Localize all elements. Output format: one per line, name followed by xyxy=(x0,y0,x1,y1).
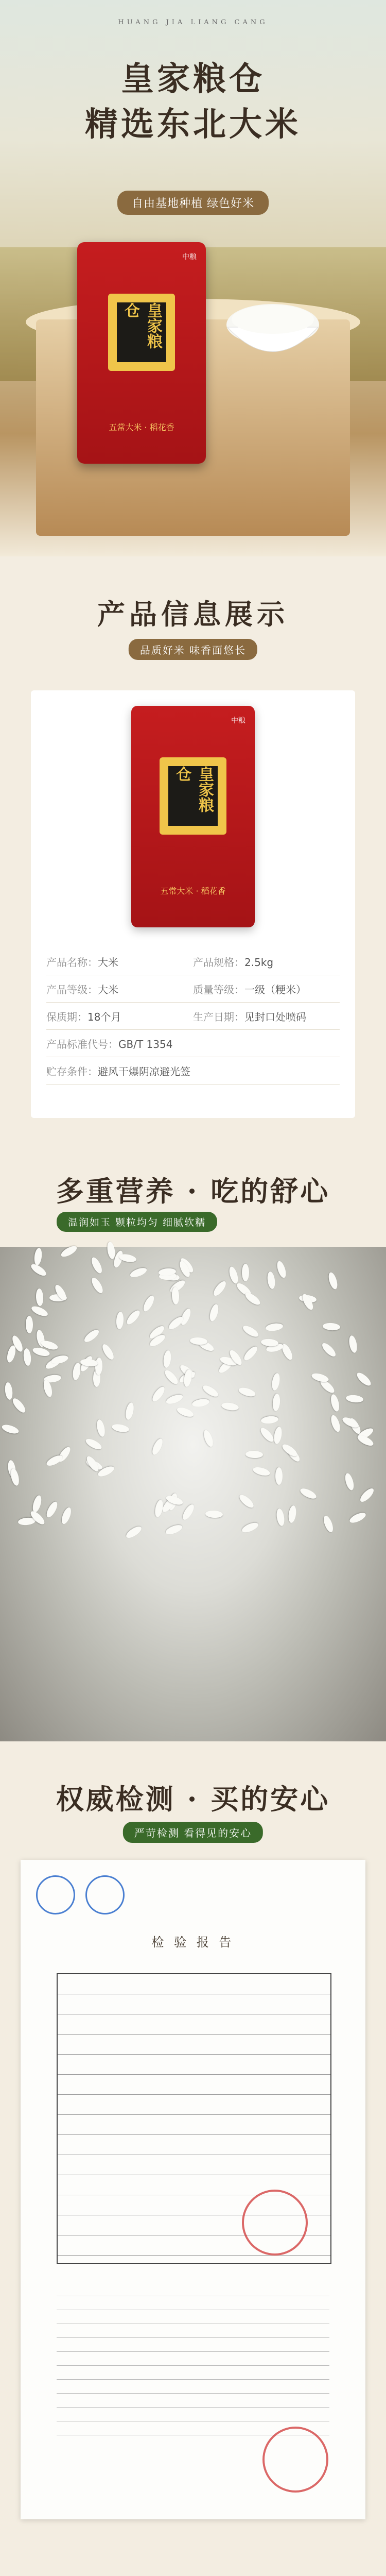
table-row xyxy=(46,975,340,1003)
rice-grain xyxy=(50,1354,69,1365)
bag-badge-text: 皇家粮仓 xyxy=(167,765,219,827)
cma-logo-icon xyxy=(36,1875,75,1914)
section-subtitle-band: 品质好米 味香面悠长 xyxy=(129,639,257,660)
rice-grain xyxy=(100,1343,116,1361)
rice-grain xyxy=(30,1304,49,1318)
rice-grain xyxy=(125,1524,143,1540)
cnas-logo-icon xyxy=(85,1875,125,1914)
rice-grain xyxy=(72,1362,82,1381)
rice-bowl-icon xyxy=(221,289,324,366)
rice-grain xyxy=(25,1316,33,1333)
spec-key: 贮存条件： xyxy=(46,1065,98,1078)
rice-grain xyxy=(11,1396,28,1414)
spec-value: 一级（粳米） xyxy=(244,983,306,996)
spec-value: 避风干爆阴凉避光签 xyxy=(98,1065,190,1078)
rice-grain xyxy=(142,1294,156,1313)
stamp-icon xyxy=(262,2427,328,2493)
report-notes xyxy=(57,2282,329,2447)
table-row xyxy=(46,948,340,975)
rice-grain xyxy=(202,1429,215,1448)
rice-grain xyxy=(275,1508,285,1527)
inspection-report-image xyxy=(21,1860,365,2519)
spec-key: 保质期： xyxy=(46,1010,87,1023)
rice-grain xyxy=(345,1394,363,1403)
rice-grain xyxy=(208,1303,220,1322)
spec-key: 产品名称： xyxy=(46,956,98,969)
rice-grain xyxy=(176,1405,195,1418)
section-title: 权威检测 · 买的安心 xyxy=(56,1783,330,1816)
rice-grain xyxy=(323,1323,341,1331)
rice-grain xyxy=(245,1450,263,1458)
rice-grain xyxy=(150,1385,167,1403)
rice-grain xyxy=(118,1253,137,1263)
spec-key: 产品等级： xyxy=(46,983,98,996)
rice-grain xyxy=(6,1345,17,1363)
rice-grain xyxy=(344,1472,356,1492)
rice-grain xyxy=(205,1510,223,1518)
rice-grain xyxy=(241,1324,260,1339)
rice-grain xyxy=(237,1386,256,1398)
spec-value: 2.5kg xyxy=(244,956,274,969)
spec-key: 生产日期： xyxy=(193,1010,244,1023)
rice-grain xyxy=(23,1348,31,1366)
rice-grain xyxy=(45,1500,60,1519)
rice-grain xyxy=(165,1523,184,1536)
report-heading: 检 验 报 告 xyxy=(151,1935,235,1950)
rice-grain xyxy=(288,1505,297,1523)
table-row xyxy=(46,1003,340,1030)
rice-grain xyxy=(320,1341,338,1359)
product-spec-table xyxy=(46,948,340,1084)
bag-logo: 中粮 xyxy=(182,253,197,261)
bag-caption: 五常大米 · 稻花香 xyxy=(109,422,174,432)
rice-grain xyxy=(273,1426,283,1445)
rice-grain xyxy=(90,1256,104,1275)
hero-title xyxy=(0,57,386,147)
rice-grain xyxy=(258,1426,275,1444)
rice-grain xyxy=(275,1467,283,1485)
hero-tagline-pill: 自由基地种植 绿色好米 xyxy=(117,191,269,215)
rice-bag-image xyxy=(131,706,255,927)
rice-grain xyxy=(265,1323,284,1332)
report-logos xyxy=(36,1875,125,1914)
rice-grain xyxy=(260,1416,278,1425)
rice-grain xyxy=(243,1291,262,1307)
rice-grain xyxy=(238,1493,256,1510)
authority-section xyxy=(0,1757,386,2550)
section-title xyxy=(0,2571,386,2576)
bag-badge-text: 皇家粮仓 xyxy=(115,301,168,364)
rice-grain xyxy=(9,1468,20,1486)
bag-logo: 中粮 xyxy=(231,717,245,725)
rice-grain xyxy=(95,1358,103,1375)
rice-grain xyxy=(60,1506,73,1526)
nutrition-section xyxy=(0,1149,386,1757)
rice-grain xyxy=(355,1370,373,1387)
section-subtitle-band: 温润如玉 颗粒均匀 细腻软糯 xyxy=(57,1212,217,1232)
rice-grain xyxy=(181,1502,196,1521)
rice-grain xyxy=(271,1373,281,1392)
spec-key: 产品规格： xyxy=(193,956,244,969)
spec-value: GB/T 1354 xyxy=(118,1038,173,1050)
rice-grain xyxy=(36,1289,44,1307)
rice-grain xyxy=(227,1266,239,1285)
stamp-icon xyxy=(242,2190,308,2256)
rice-grain xyxy=(348,1511,367,1525)
rice-grain xyxy=(201,1383,220,1399)
rice-grain xyxy=(272,1394,281,1412)
bag-caption: 五常大米 · 稻花香 xyxy=(160,886,226,896)
rice-grain xyxy=(84,1437,103,1451)
table-row xyxy=(46,1057,340,1084)
rice-grain xyxy=(4,1382,13,1400)
rice-grain xyxy=(125,1402,135,1420)
product-info-section xyxy=(0,556,386,1149)
rice-grain xyxy=(125,1308,142,1326)
section-title: 多重营养 · 吃的舒心 xyxy=(56,1175,330,1208)
rice-grain xyxy=(252,1466,270,1477)
spec-key: 产品标准代号： xyxy=(46,1038,118,1050)
bag-badge xyxy=(108,294,175,371)
soft-rice-section xyxy=(0,2550,386,2576)
section-subtitle-band: 严苛检测 看得见的安心 xyxy=(123,1822,263,1843)
rice-grain xyxy=(242,1264,249,1281)
table-row xyxy=(46,1030,340,1057)
rice-bag-image xyxy=(77,242,206,464)
rice-grain xyxy=(82,1328,100,1344)
rice-grain xyxy=(111,1423,130,1433)
rice-grain xyxy=(150,1437,164,1456)
spec-value: 大米 xyxy=(98,983,118,996)
rice-grain xyxy=(275,1260,288,1279)
hero-title-line1: 皇家粮仓 xyxy=(121,60,265,98)
rice-grain xyxy=(242,1345,259,1362)
rice-grain xyxy=(1,1423,20,1435)
rice-grain xyxy=(129,1266,148,1279)
rice-grain xyxy=(322,1514,335,1533)
rice-grain xyxy=(95,1418,106,1437)
rice-grain xyxy=(90,1276,105,1295)
rice-grain xyxy=(221,1401,239,1411)
rice-grain xyxy=(347,1335,358,1353)
hero-brand-english: HUANG JIA LIANG CANG xyxy=(118,19,268,26)
rice-grain xyxy=(358,1486,376,1504)
rice-grain xyxy=(163,1350,172,1368)
rice-grain xyxy=(33,1247,43,1265)
spec-value: 大米 xyxy=(98,956,118,969)
rice-grain xyxy=(329,1414,342,1433)
rice-grain xyxy=(241,1521,260,1534)
rice-grain xyxy=(266,1271,276,1290)
section-title: 产品信息展示 xyxy=(97,598,289,631)
rice-grain xyxy=(329,1394,341,1412)
hero-title-line2: 精选东北大米 xyxy=(85,105,301,144)
rice-grain xyxy=(106,1241,116,1260)
spec-value: 18个月 xyxy=(87,1010,121,1023)
spec-key: 质量等级： xyxy=(193,983,244,996)
rice-grain xyxy=(116,1311,124,1329)
rice-grain xyxy=(60,1244,79,1259)
product-info-card xyxy=(31,690,355,1118)
rice-grains-photo xyxy=(0,1247,386,1741)
spec-value: 见封口处喷码 xyxy=(244,1010,306,1023)
rice-grain xyxy=(165,1393,184,1406)
rice-grain xyxy=(191,1398,210,1408)
hero-banner xyxy=(0,0,386,556)
bag-badge xyxy=(160,757,226,835)
rice-grain xyxy=(163,1368,180,1386)
rice-grain xyxy=(327,1271,339,1290)
rice-grain xyxy=(212,1279,228,1297)
rice-grain xyxy=(299,1486,318,1500)
